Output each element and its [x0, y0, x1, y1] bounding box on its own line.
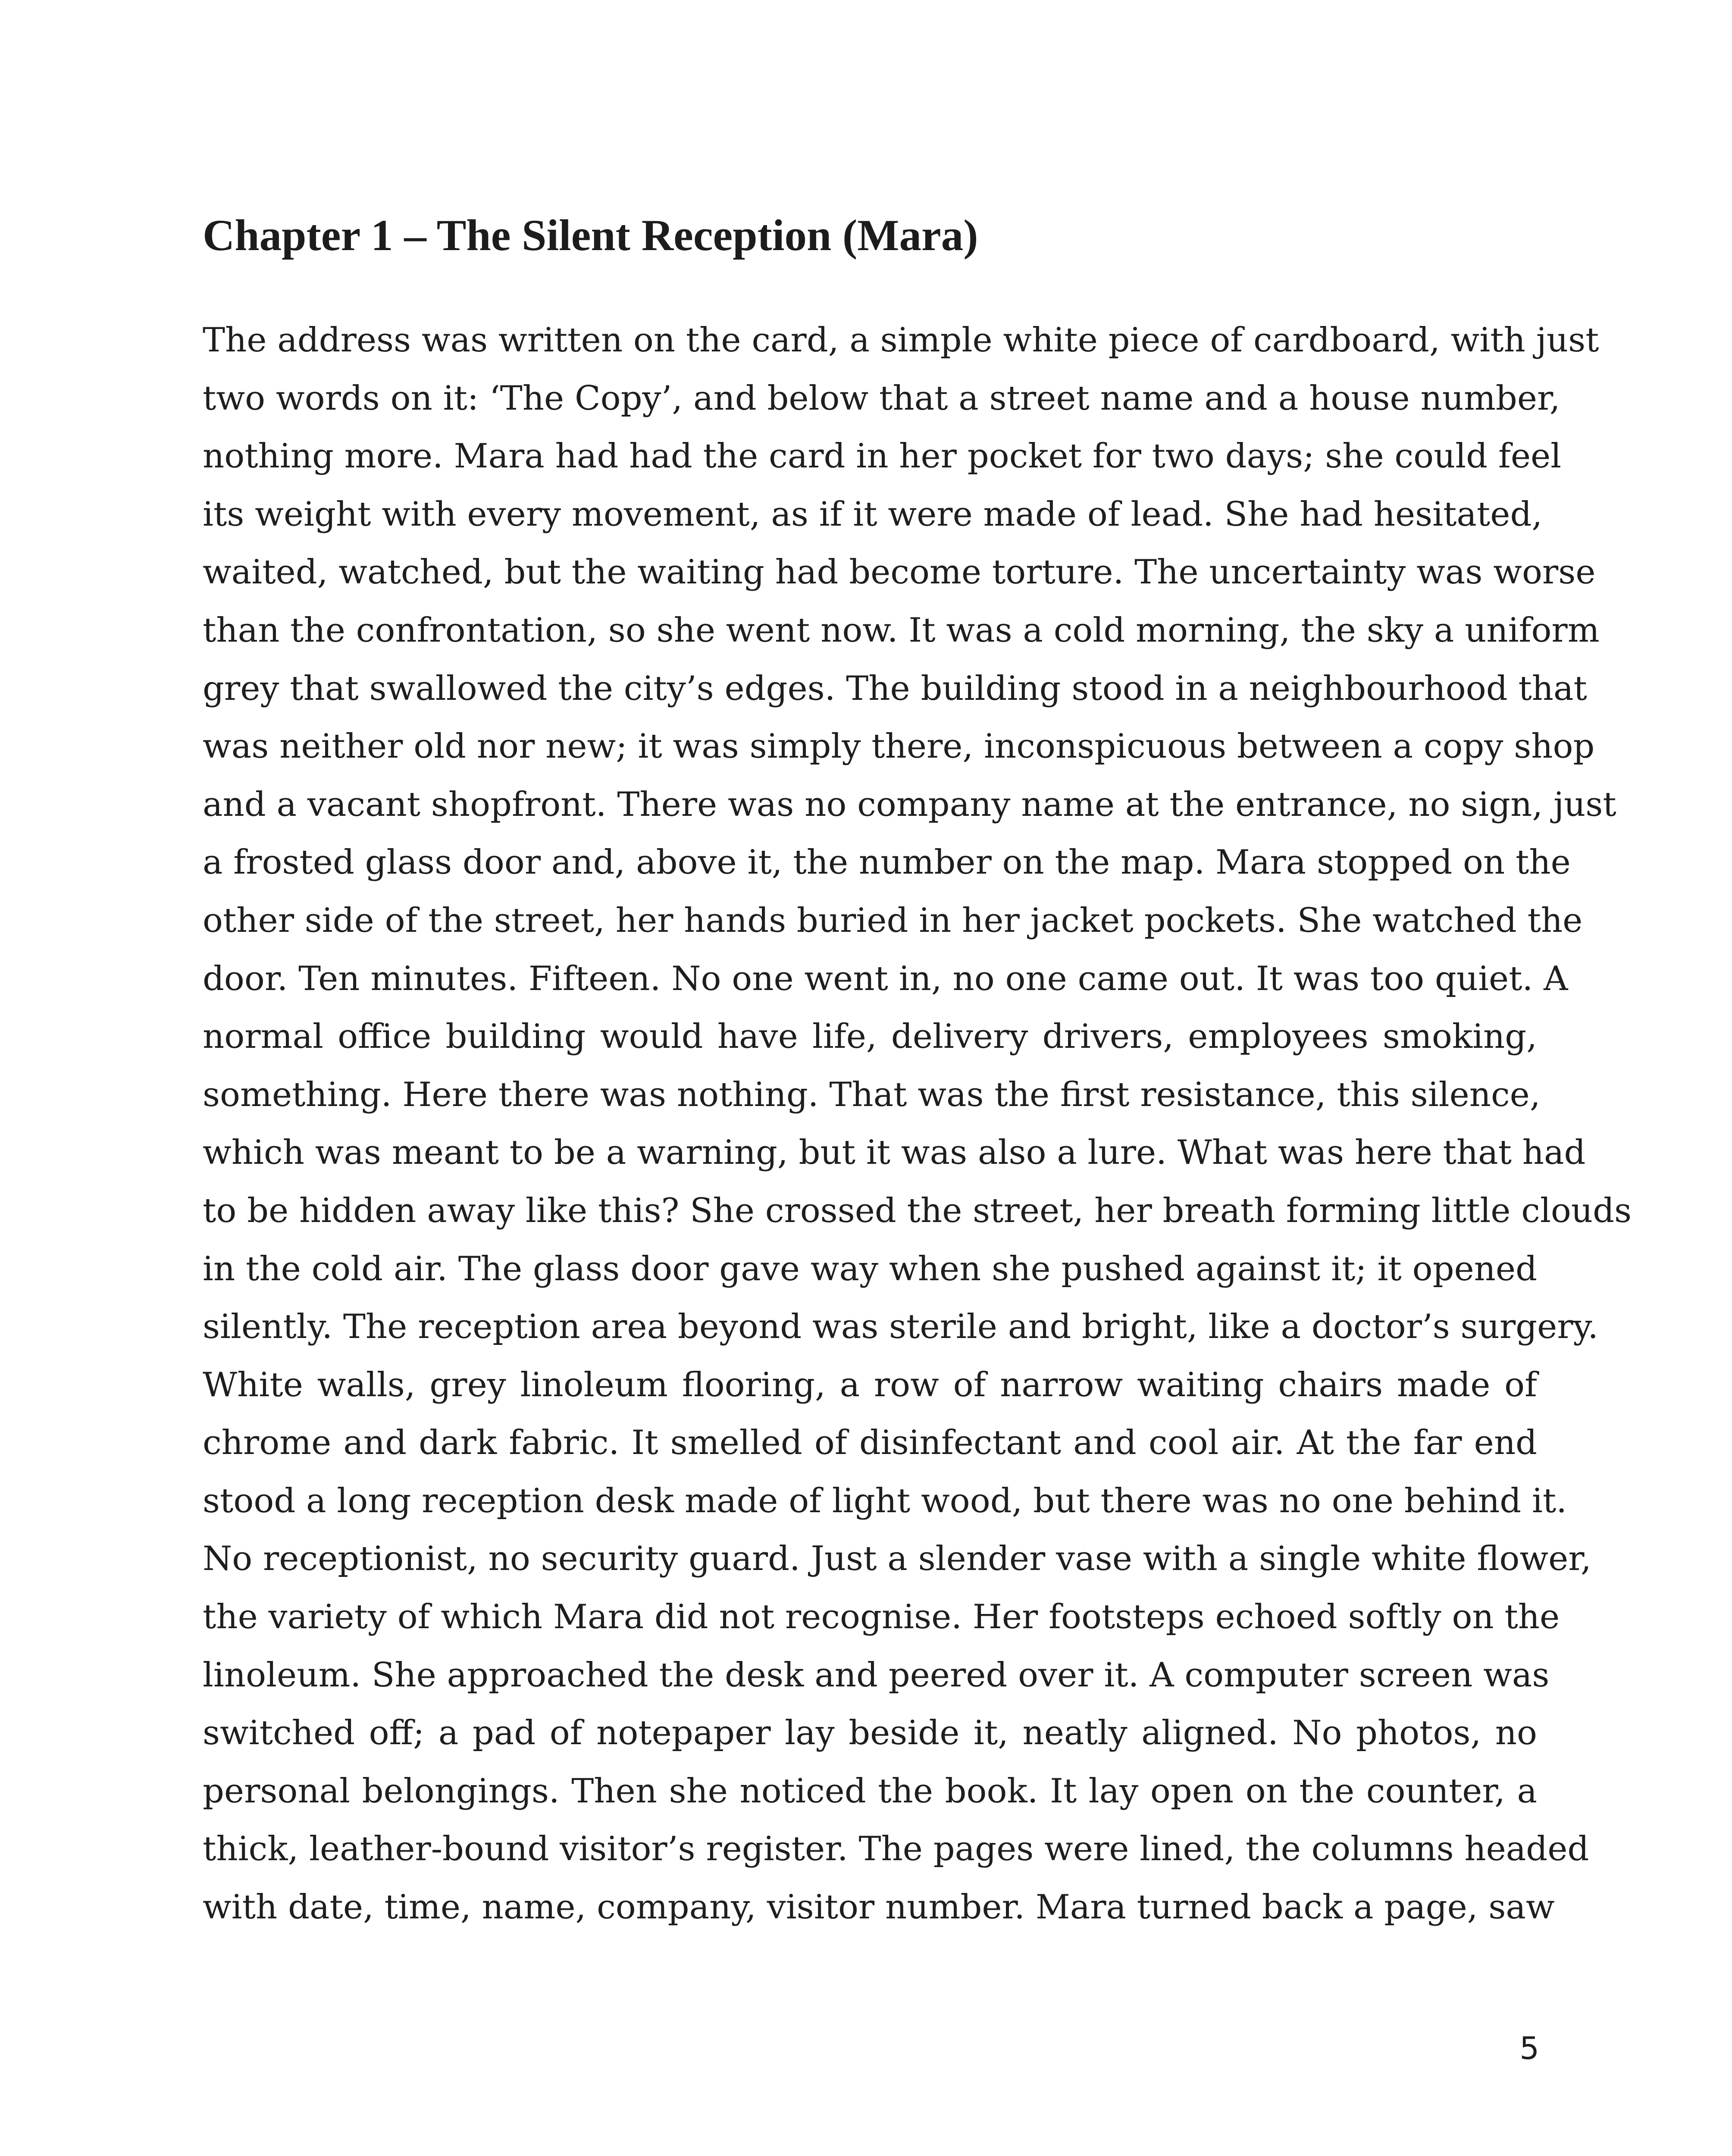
text-line: than the confrontation, so she went now. It was a cold morning, the sky a uniform [203, 611, 1600, 650]
text-line: and a vacant shopfront. There was no company name at the entrance, no sign, just [203, 785, 1616, 824]
text-line: was neither old nor new; it was simply there, inconspicuous between a copy shop [203, 727, 1595, 766]
text-line: waited, watched, but the waiting had become torture. The uncertainty was worse [203, 553, 1596, 592]
page-number: 5 [1519, 2030, 1539, 2066]
text-line: White walls, grey linoleum flooring, a row of narrow waiting chairs made of [203, 1365, 1537, 1404]
text-line: switched off; a pad of notepaper lay beside it, neatly aligned. No photos, no [203, 1714, 1537, 1753]
text-line: a frosted glass door and, above it, the number on the map. Mara stopped on the [203, 843, 1571, 882]
text-line: the variety of which Mara did not recognise. Her footsteps echoed softly on the [203, 1598, 1560, 1637]
text-line: No receptionist, no security guard. Just a slender vase with a single white flower, [203, 1539, 1591, 1579]
text-line: door. Ten minutes. Fifteen. No one went in, no one came out. It was too quiet. A [203, 959, 1568, 998]
body-text [203, 311, 1632, 1937]
chapter-title: Chapter 1 – The Silent Reception (Mara) [203, 211, 978, 260]
text-line: normal office building would have life, delivery drivers, employees smoking, [203, 1017, 1537, 1056]
text-line: thick, leather-bound visitor’s register. The pages were lined, the columns headed [203, 1830, 1589, 1869]
text-line: to be hidden away like this? She crossed the street, her breath forming little clouds [203, 1191, 1632, 1230]
text-line: stood a long reception desk made of light wood, but there was no one behind it. [203, 1481, 1567, 1520]
text-line: something. Here there was nothing. That was the first resistance, this silence, [203, 1075, 1541, 1114]
text-line: two words on it: ‘The Copy’, and below that a street name and a house number, [203, 379, 1560, 418]
text-line: with date, time, name, company, visitor number. Mara turned back a page, saw [203, 1888, 1555, 1927]
text-line: its weight with every movement, as if it were made of lead. She had hesitated, [203, 495, 1543, 534]
text-line: chrome and dark fabric. It smelled of disinfectant and cool air. At the far end [203, 1423, 1537, 1463]
text-line: linoleum. She approached the desk and peered over it. A computer screen was [203, 1655, 1550, 1695]
text-line: silently. The reception area beyond was sterile and bright, like a doctor’s surgery. [203, 1307, 1599, 1347]
text-line: which was meant to be a warning, but it was also a lure. What was here that had [203, 1133, 1586, 1172]
text-line: grey that swallowed the city’s edges. The building stood in a neighbourhood that [203, 669, 1587, 708]
text-line: other side of the street, her hands buried in her jacket pockets. She watched the [203, 901, 1583, 940]
text-line: personal belongings. Then she noticed the book. It lay open on the counter, a [203, 1771, 1537, 1811]
text-line: in the cold air. The glass door gave way when she pushed against it; it opened [203, 1249, 1537, 1288]
text-line: nothing more. Mara had had the card in her pocket for two days; she could feel [203, 437, 1562, 476]
text-line: The address was written on the card, a simple white piece of cardboard, with just [203, 321, 1599, 360]
